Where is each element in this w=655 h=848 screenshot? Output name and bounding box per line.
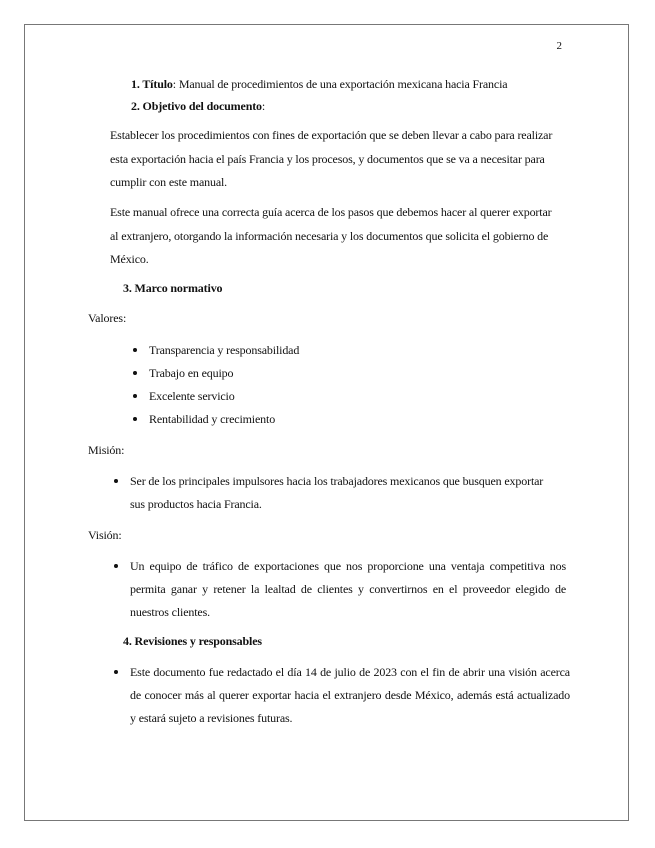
heading-objective (131, 99, 265, 113)
values-label: Valores: (88, 311, 127, 325)
bullet-icon (114, 479, 118, 483)
revision-text: Este documento fue redactado el día 14 de julio de 2023 con el fin de abrir una visión acerca de conocer más al querer exportar hacia el extranjero desde México, además está actualizado y estará sujeto a revisiones futuras. (130, 665, 570, 725)
vision-text: Un equipo de tráfico de exportaciones que nos proporcione una ventaja competitiva nos permita ganar y retener la lealtad de clientes y convertirnos en el proveedor elegido de nuestros clientes. (130, 559, 566, 619)
page-number: 2 (556, 40, 562, 52)
objective-paragraph-2: Este manual ofrece una correcta guía acerca de los pasos que debemos hacer al querer exportar al extranjero, otorgando la información necesaria y los documentos que solicita el gobierno de México. (110, 205, 552, 266)
document-page (24, 24, 629, 821)
bullet-icon (114, 564, 118, 568)
heading-revisions (123, 634, 262, 648)
heading-legal-framework-text: 3. Marco normativo (123, 281, 223, 295)
heading-revisions-text: 4. Revisiones y responsables (123, 634, 262, 648)
value-item-text: Trabajo en equipo (149, 366, 234, 380)
mission-text: Ser de los principales impulsores hacia los trabajadores mexicanos que busquen exportar sus productos hacia Francia. (130, 474, 544, 511)
bullet-icon (133, 417, 137, 421)
bullet-icon (114, 670, 118, 674)
mission-label: Misión: (88, 443, 125, 457)
value-item-text: Rentabilidad y crecimiento (149, 412, 276, 426)
heading-objective-colon: : (261, 99, 266, 113)
bullet-icon (133, 348, 137, 352)
heading-title (131, 77, 507, 91)
bullet-icon (133, 371, 137, 375)
heading-title-label: 1. Título (131, 77, 173, 91)
heading-objective-label: 2. Objetivo del documento (131, 99, 262, 113)
objective-paragraph-1: Establecer los procedimientos con fines de exportación que se deben llevar a cabo para realizar esta exportación hacia el país Francia y los procesos, y documentos que se va a necesitar para cumplir con este manual. (110, 128, 553, 189)
bullet-icon (133, 394, 137, 398)
heading-legal-framework (123, 281, 222, 295)
vision-label: Visión: (88, 528, 122, 542)
value-item-text: Transparencia y responsabilidad (149, 343, 300, 357)
heading-title-text: : Manual de procedimientos de una exportación mexicana hacia Francia (172, 77, 508, 91)
value-item-text: Excelente servicio (149, 389, 235, 403)
